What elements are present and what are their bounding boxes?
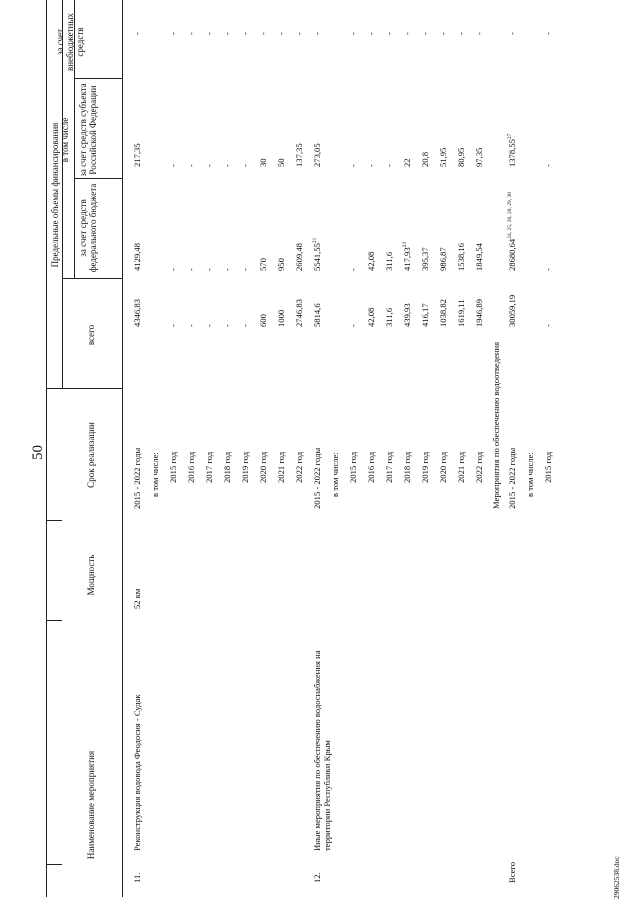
including-header-rule <box>74 0 75 279</box>
federal-footnote: 21 <box>312 237 318 244</box>
row-offbudget: - <box>186 32 196 35</box>
row-offbudget: - <box>402 32 412 35</box>
row-offbudget: - <box>258 32 268 35</box>
row-period: 2017 год <box>384 451 394 483</box>
row-regional <box>168 164 178 167</box>
regional-value: - <box>366 164 376 167</box>
row-offbudget: - <box>348 32 358 35</box>
row-period: в том числе: <box>150 452 160 497</box>
federal-value: 5541,55 <box>312 243 322 271</box>
federal-value: 570 <box>258 258 268 271</box>
row-regional <box>276 158 286 167</box>
row-period: в том числе: <box>525 452 535 497</box>
regional-value: 80,95 <box>456 147 466 167</box>
row-federal <box>384 252 394 271</box>
federal-value: 311,6 <box>384 251 394 271</box>
footer-doc-name: 29062538.doc <box>612 856 621 899</box>
regional-value: 97,35 <box>474 147 484 167</box>
federal-value: 42,08 <box>366 251 376 271</box>
row-total: 5814,6 <box>312 303 322 327</box>
header-offbudget: за счет внебюджетных средств <box>55 13 85 71</box>
row-federal <box>312 238 322 271</box>
row-number: Всего <box>507 861 517 883</box>
regional-value: - <box>240 164 250 167</box>
limits-header-rule <box>62 0 63 389</box>
regional-value: - <box>543 164 553 167</box>
row-period: 2019 год <box>420 451 430 483</box>
row-total: 1946,89 <box>474 299 484 327</box>
regional-value: - <box>384 164 394 167</box>
column-divider <box>46 388 122 389</box>
federal-value: 1538,16 <box>456 243 466 271</box>
row-period: 2015 год <box>168 451 178 483</box>
column-divider <box>62 278 122 279</box>
row-offbudget: - <box>366 32 376 35</box>
column-divider <box>46 864 62 865</box>
row-total: 30059,19 <box>507 294 517 327</box>
federal-value: 395,37 <box>420 247 430 271</box>
row-period: 2022 год <box>294 451 304 483</box>
row-regional <box>507 134 517 167</box>
row-total: - <box>222 324 232 327</box>
row-federal <box>402 242 412 271</box>
header-limits: Предельные объемы финансирования <box>50 122 60 268</box>
row-total: 2746,83 <box>294 299 304 327</box>
row-regional <box>312 143 322 167</box>
row-regional <box>204 164 214 167</box>
row-period: в том числе: <box>330 452 340 497</box>
row-federal <box>186 268 196 271</box>
federal-value: - <box>348 268 358 271</box>
row-offbudget: - <box>543 32 553 35</box>
federal-value: - <box>168 268 178 271</box>
row-offbudget: - <box>276 32 286 35</box>
regional-value: - <box>186 164 196 167</box>
regional-value: 217,35 <box>132 143 142 167</box>
regional-value: - <box>168 164 178 167</box>
row-regional <box>543 164 553 167</box>
row-period: 2015 - 2022 годы <box>312 447 322 509</box>
row-period: 2015 - 2022 годы <box>132 447 142 509</box>
row-total: 600 <box>258 314 268 327</box>
row-federal <box>294 243 304 271</box>
column-divider <box>46 620 62 621</box>
header-name: Наименование мероприятия <box>86 750 96 860</box>
header-including: в том числе <box>60 117 70 163</box>
regional-value: 22 <box>402 158 412 167</box>
federal-value: - <box>204 268 214 271</box>
row-period: 2018 год <box>222 451 232 483</box>
row-offbudget: - <box>384 32 394 35</box>
row-federal <box>543 268 553 271</box>
row-federal <box>474 243 484 271</box>
column-divider <box>46 520 62 521</box>
row-period: 2022 год <box>474 451 484 483</box>
federal-value: 28680,64 <box>507 238 517 271</box>
column-divider <box>74 178 122 179</box>
row-regional <box>222 164 232 167</box>
row-number: 12. <box>312 872 322 883</box>
regional-value: 30 <box>258 158 268 167</box>
regional-value: 137,35 <box>294 143 304 167</box>
row-regional <box>384 164 394 167</box>
row-number: 11. <box>132 872 142 883</box>
row-total: 439,93 <box>402 303 412 327</box>
row-period: 2015 - 2022 годы <box>507 447 517 509</box>
row-offbudget: - <box>474 32 484 35</box>
header-period: Срок реализации <box>86 422 96 488</box>
row-period: 2016 год <box>186 451 196 483</box>
row-federal <box>456 243 466 271</box>
regional-value: - <box>204 164 214 167</box>
section-title: Мероприятия по обеспечению водоотведения <box>491 341 501 509</box>
row-total: - <box>240 324 250 327</box>
row-period: 2020 год <box>258 451 268 483</box>
row-offbudget: - <box>132 32 142 35</box>
row-total: - <box>543 324 553 327</box>
federal-value: - <box>240 268 250 271</box>
row-federal <box>222 268 232 271</box>
column-divider <box>74 78 122 79</box>
row-regional <box>294 143 304 167</box>
header-bottom-border <box>122 0 123 897</box>
row-name: Реконструкция водовода Феодосия - Судак <box>132 694 142 851</box>
header-total: всего <box>86 324 96 346</box>
row-total: - <box>186 324 196 327</box>
row-offbudget: - <box>312 32 322 35</box>
federal-value: - <box>543 268 553 271</box>
row-period: 2015 год <box>543 451 553 483</box>
row-federal <box>366 252 376 271</box>
row-regional <box>258 158 268 167</box>
table-top-border <box>46 0 47 897</box>
row-federal <box>507 192 517 271</box>
regional-value: 20,8 <box>420 151 430 167</box>
row-regional <box>348 164 358 167</box>
row-offbudget: - <box>294 32 304 35</box>
federal-value: 950 <box>276 258 286 271</box>
row-period: 2020 год <box>438 451 448 483</box>
row-period: 2019 год <box>240 451 250 483</box>
row-regional <box>402 158 412 167</box>
row-offbudget: - <box>456 32 466 35</box>
row-federal <box>258 258 268 271</box>
row-total: 1000 <box>276 309 286 327</box>
federal-value: - <box>222 268 232 271</box>
row-total: 42,08 <box>366 307 376 327</box>
row-offbudget: - <box>240 32 250 35</box>
regional-value: 50 <box>276 158 286 167</box>
row-regional <box>186 164 196 167</box>
row-capacity: 52 км <box>132 588 142 609</box>
row-period: 2021 год <box>456 451 466 483</box>
regional-value: 1378,55 <box>507 139 517 167</box>
row-regional <box>132 143 142 167</box>
row-offbudget: - <box>222 32 232 35</box>
header-capacity: Мощность <box>86 554 96 596</box>
row-total: 416,17 <box>420 303 430 327</box>
row-federal <box>438 247 448 271</box>
federal-value: 2609,48 <box>294 243 304 271</box>
row-regional <box>456 148 466 167</box>
row-federal <box>348 268 358 271</box>
row-offbudget: - <box>420 32 430 35</box>
federal-value: 986,87 <box>438 247 448 271</box>
regional-value: - <box>222 164 232 167</box>
federal-footnote: 23 <box>402 241 408 248</box>
row-period: 2016 год <box>366 451 376 483</box>
row-regional <box>366 164 376 167</box>
federal-value: 4129,48 <box>132 243 142 271</box>
row-total: - <box>168 324 178 327</box>
row-period: 2017 год <box>204 451 214 483</box>
row-name: Иные мероприятия по обеспечению водоснабжения на территории Республики Крым <box>312 650 332 851</box>
page-number: 50 <box>30 445 46 460</box>
row-federal <box>276 258 286 271</box>
row-period: 2021 год <box>276 451 286 483</box>
regional-value: 51,95 <box>438 147 448 167</box>
row-total: 4346,83 <box>132 299 142 327</box>
header-regional: за счет средств субъекта Российской Федерации <box>78 83 98 177</box>
row-federal <box>132 243 142 271</box>
row-federal <box>204 268 214 271</box>
federal-value: 1849,54 <box>474 243 484 271</box>
header-federal: за счет средств федерального бюджета <box>78 183 98 273</box>
row-regional <box>240 164 250 167</box>
regional-value: - <box>348 164 358 167</box>
row-regional <box>474 148 484 167</box>
row-total: 311,6 <box>384 307 394 327</box>
row-offbudget: - <box>507 32 517 35</box>
row-federal <box>168 268 178 271</box>
row-period: 2015 год <box>348 451 358 483</box>
row-total: 1038,82 <box>438 299 448 327</box>
row-regional <box>438 148 448 167</box>
federal-value: - <box>186 268 196 271</box>
row-federal <box>240 268 250 271</box>
row-total: 1619,11 <box>456 299 466 327</box>
regional-value: 273,05 <box>312 143 322 167</box>
row-offbudget: - <box>204 32 214 35</box>
regional-footnote: 27 <box>507 133 513 140</box>
row-period: 2018 год <box>402 451 412 483</box>
federal-footnote: 24, 25, 26, 28, 29, 30 <box>507 192 513 239</box>
federal-value: 417,93 <box>402 247 412 271</box>
row-total: - <box>348 324 358 327</box>
row-offbudget: - <box>168 32 178 35</box>
row-total: - <box>204 324 214 327</box>
row-federal <box>420 247 430 271</box>
row-offbudget: - <box>438 32 448 35</box>
row-regional <box>420 152 430 167</box>
